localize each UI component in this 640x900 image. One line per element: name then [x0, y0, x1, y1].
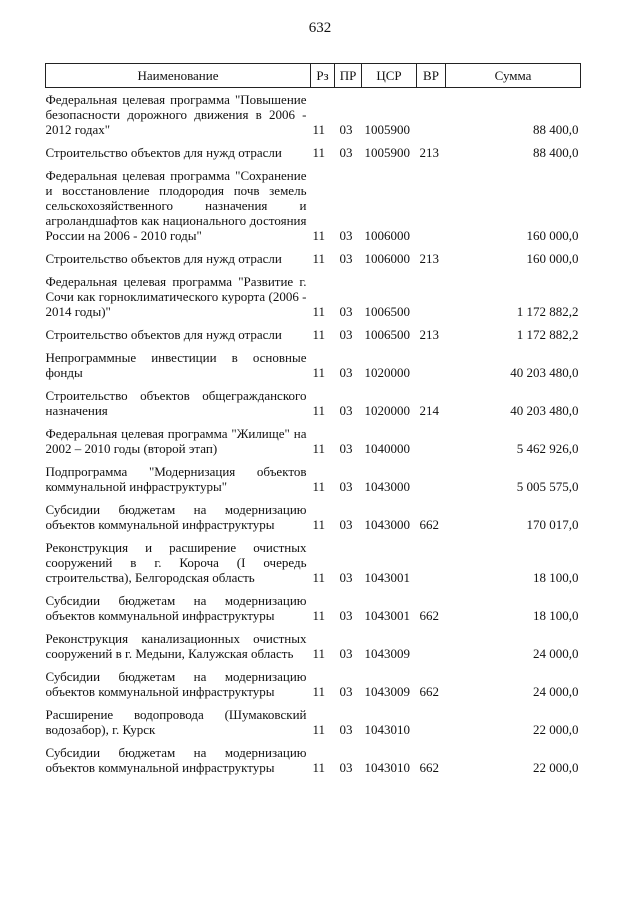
row-rz: 11 — [312, 608, 326, 623]
row-csr: 1043010 — [364, 760, 410, 775]
row-vr — [417, 88, 446, 138]
row-vr — [417, 342, 446, 380]
row-pr: 03 — [339, 122, 353, 137]
table-row — [46, 137, 581, 160]
row-sum: 1 172 882,2 — [516, 304, 579, 319]
row-vr: 662 — [419, 760, 439, 775]
row-name: Реконструкция и расширение очистных сооружений в г. Короча (I очередь строительства), Белгородская область — [45, 540, 307, 585]
table-row — [46, 494, 581, 532]
row-name: Расширение водопровода (Шумаковский водозабор), г. Курск — [45, 707, 307, 737]
row-name: Субсидии бюджетам на модернизацию объектов коммунальной инфраструктуры — [45, 593, 307, 623]
row-vr: 662 — [419, 684, 439, 699]
row-vr: 213 — [419, 145, 439, 160]
row-name: Субсидии бюджетам на модернизацию объектов коммунальной инфраструктуры — [45, 502, 307, 532]
row-sum: 24 000,0 — [533, 646, 579, 661]
row-rz: 11 — [312, 441, 326, 456]
row-pr: 03 — [339, 479, 353, 494]
row-csr: 1006000 — [364, 251, 410, 266]
row-rz: 11 — [312, 228, 326, 243]
table-row — [46, 380, 581, 418]
row-vr — [417, 160, 446, 243]
row-rz: 11 — [312, 251, 326, 266]
row-csr: 1006500 — [364, 327, 410, 342]
table-row — [46, 737, 581, 775]
row-pr: 03 — [339, 365, 353, 380]
row-pr: 03 — [339, 327, 353, 342]
row-csr: 1043009 — [364, 684, 410, 699]
row-pr: 03 — [339, 251, 353, 266]
row-name: Подпрограмма "Модернизация объектов коммунальной инфраструктуры" — [45, 464, 307, 494]
row-csr: 1043000 — [364, 479, 410, 494]
row-pr: 03 — [339, 646, 353, 661]
row-pr: 03 — [339, 722, 353, 737]
row-rz: 11 — [312, 760, 326, 775]
column-header-name: Наименование — [46, 64, 311, 88]
row-name: Субсидии бюджетам на модернизацию объектов коммунальной инфраструктуры — [45, 745, 307, 775]
table-row — [46, 88, 581, 138]
row-sum: 160 000,0 — [526, 251, 579, 266]
row-pr: 03 — [339, 145, 353, 160]
column-header-rz: Рз — [311, 64, 335, 88]
row-sum: 22 000,0 — [533, 722, 579, 737]
row-pr: 03 — [339, 304, 353, 319]
row-rz: 11 — [312, 517, 326, 532]
row-name: Строительство объектов для нужд отрасли — [45, 327, 282, 342]
row-sum: 22 000,0 — [533, 760, 579, 775]
row-sum: 88 400,0 — [533, 122, 579, 137]
row-pr: 03 — [339, 441, 353, 456]
row-name: Строительство объектов общегражданского назначения — [45, 388, 307, 418]
row-csr: 1043010 — [364, 722, 410, 737]
row-pr: 03 — [339, 684, 353, 699]
row-rz: 11 — [312, 646, 326, 661]
row-name: Федеральная целевая программа "Развитие г. Сочи как горноклиматического курорта (2006 - 2014 годы)" — [45, 274, 307, 319]
row-rz: 11 — [312, 365, 326, 380]
row-vr — [417, 623, 446, 661]
row-vr: 213 — [419, 327, 439, 342]
row-rz: 11 — [312, 327, 326, 342]
table-row — [46, 418, 581, 456]
row-pr: 03 — [339, 228, 353, 243]
column-header-pr: ПР — [335, 64, 362, 88]
row-name: Федеральная целевая программа "Повышение безопасности дорожного движения в 2006 - 2012 годах" — [45, 92, 307, 137]
row-rz: 11 — [312, 122, 326, 137]
row-csr: 1043001 — [364, 570, 410, 585]
row-rz: 11 — [312, 145, 326, 160]
row-sum: 160 000,0 — [526, 228, 579, 243]
row-rz: 11 — [312, 479, 326, 494]
row-name: Федеральная целевая программа "Жилище" на 2002 – 2010 годы (второй этап) — [45, 426, 307, 456]
table-row — [46, 532, 581, 585]
column-header-vr: ВР — [417, 64, 446, 88]
row-csr: 1043001 — [364, 608, 410, 623]
row-csr: 1005900 — [364, 122, 410, 137]
table-row — [46, 661, 581, 699]
row-rz: 11 — [312, 304, 326, 319]
row-name: Строительство объектов для нужд отрасли — [45, 251, 282, 266]
column-header-sum: Сумма — [446, 64, 581, 88]
table-row — [46, 319, 581, 342]
page-number: 632 — [308, 20, 332, 36]
row-rz: 11 — [312, 722, 326, 737]
row-sum: 5 005 575,0 — [516, 479, 579, 494]
row-sum: 40 203 480,0 — [510, 365, 579, 380]
row-csr: 1043009 — [364, 646, 410, 661]
row-sum: 88 400,0 — [533, 145, 579, 160]
row-rz: 11 — [312, 684, 326, 699]
row-name: Субсидии бюджетам на модернизацию объектов коммунальной инфраструктуры — [45, 669, 307, 699]
table-row — [46, 243, 581, 266]
table-row — [46, 623, 581, 661]
table-row — [46, 699, 581, 737]
row-csr: 1043000 — [364, 517, 410, 532]
table-row — [46, 160, 581, 243]
table-row — [46, 342, 581, 380]
row-name: Непрограммные инвестиции в основные фонды — [45, 350, 307, 380]
row-sum: 18 100,0 — [533, 570, 579, 585]
row-name: Строительство объектов для нужд отрасли — [45, 145, 282, 160]
row-sum: 24 000,0 — [533, 684, 579, 699]
table-row — [46, 456, 581, 494]
row-name: Федеральная целевая программа "Сохранение и восстановление плодородия почв земель сельскохозяйственного назначения и агроландшафтов как национального достояния России на 2006 - 2010 годы" — [45, 168, 307, 243]
row-vr — [417, 699, 446, 737]
row-csr: 1020000 — [364, 403, 410, 418]
row-sum: 170 017,0 — [526, 517, 579, 532]
row-vr: 662 — [419, 608, 439, 623]
row-vr — [417, 456, 446, 494]
table-row — [46, 585, 581, 623]
row-vr — [417, 418, 446, 456]
row-vr — [417, 532, 446, 585]
row-sum: 1 172 882,2 — [516, 327, 579, 342]
row-rz: 11 — [312, 403, 326, 418]
row-name: Реконструкция канализационных очистных сооружений в г. Медыни, Калужская область — [45, 631, 307, 661]
row-pr: 03 — [339, 570, 353, 585]
row-vr: 213 — [419, 251, 439, 266]
row-pr: 03 — [339, 608, 353, 623]
column-header-csr: ЦСР — [362, 64, 417, 88]
table-header-row — [46, 64, 581, 88]
row-csr: 1005900 — [364, 145, 410, 160]
row-sum: 40 203 480,0 — [510, 403, 579, 418]
row-csr: 1040000 — [364, 441, 410, 456]
row-vr: 662 — [419, 517, 439, 532]
row-vr: 214 — [419, 403, 439, 418]
budget-table — [45, 63, 581, 775]
row-pr: 03 — [339, 760, 353, 775]
row-csr: 1006500 — [364, 304, 410, 319]
table-row — [46, 266, 581, 319]
row-sum: 5 462 926,0 — [516, 441, 579, 456]
row-vr — [417, 266, 446, 319]
row-pr: 03 — [339, 403, 353, 418]
row-csr: 1020000 — [364, 365, 410, 380]
row-sum: 18 100,0 — [533, 608, 579, 623]
row-pr: 03 — [339, 517, 353, 532]
row-csr: 1006000 — [364, 228, 410, 243]
row-rz: 11 — [312, 570, 326, 585]
